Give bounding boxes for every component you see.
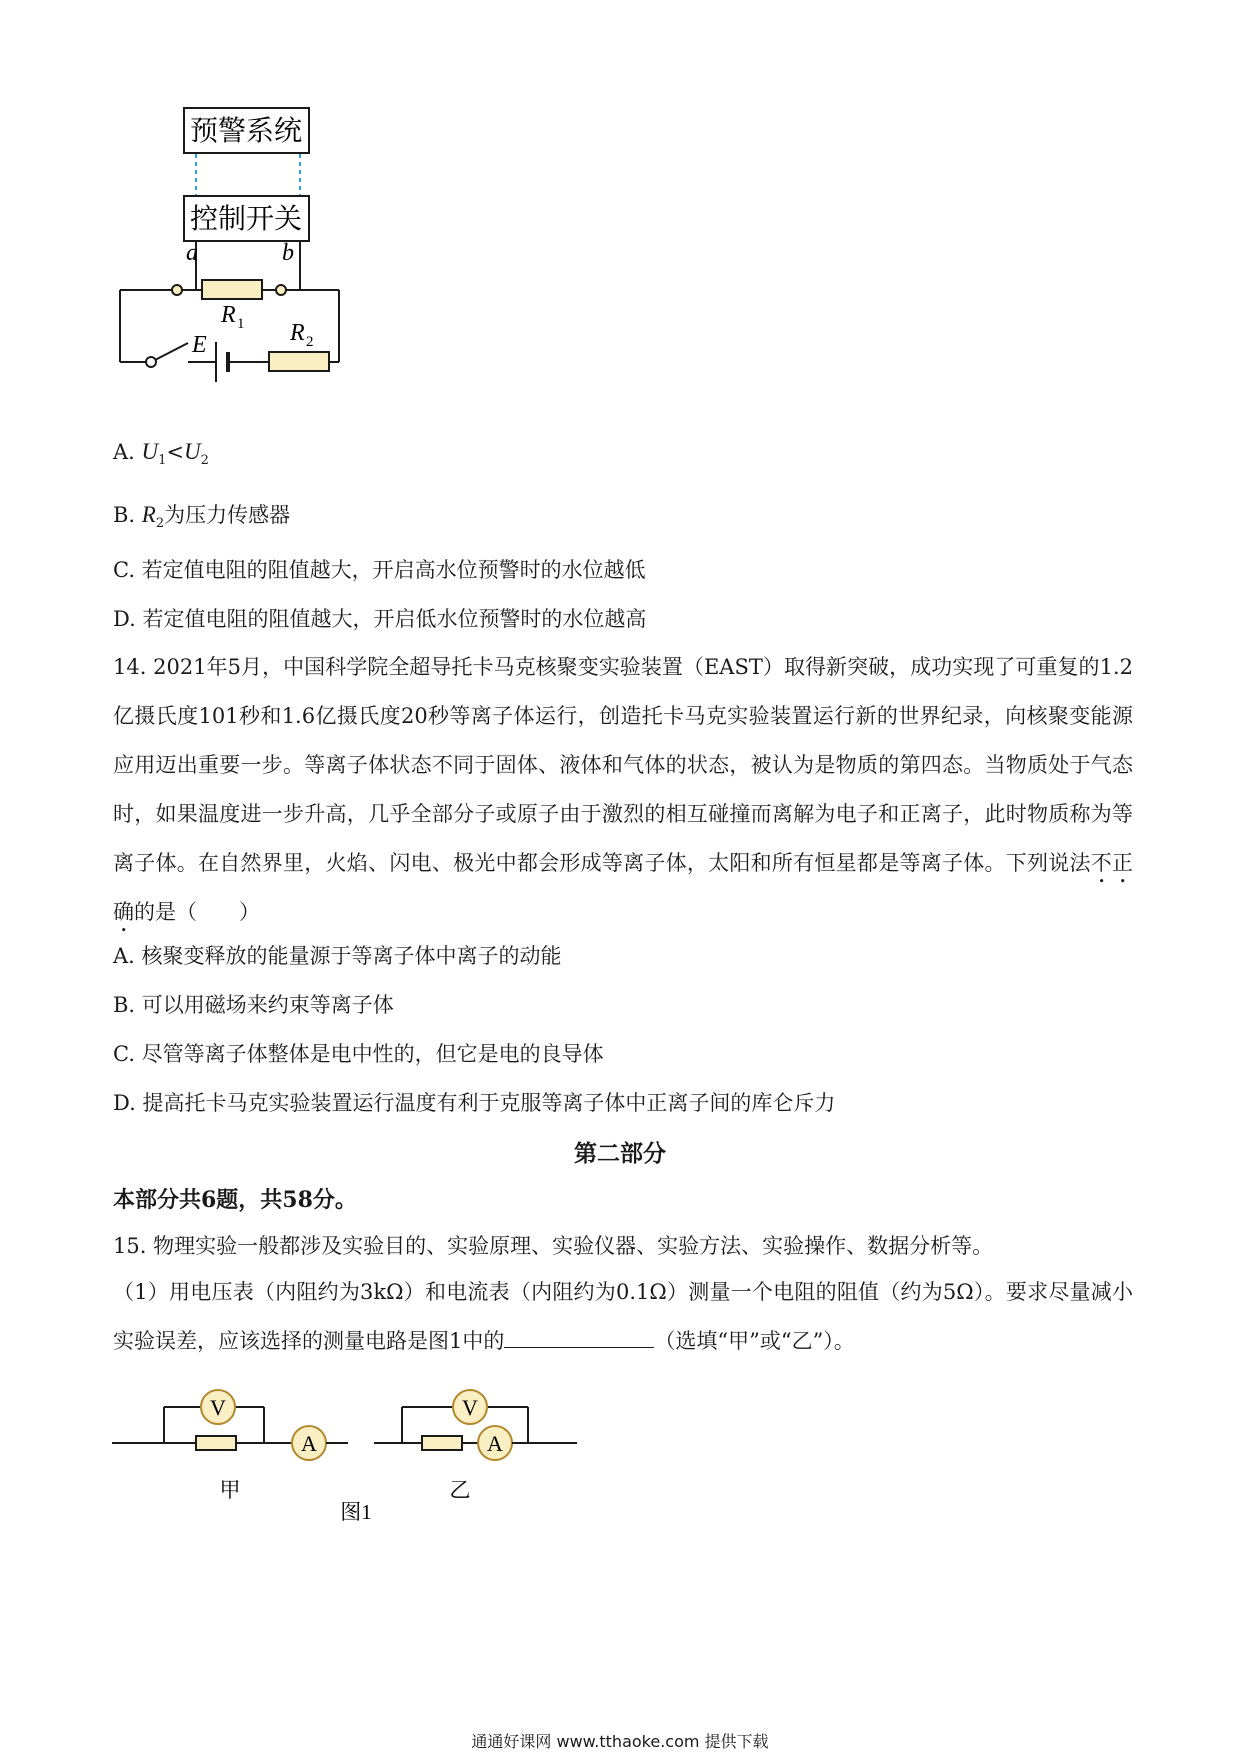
q13-option-d: D. 若定值电阻的阻值越大，开启低水位预警时的水位越高 [113,607,647,631]
q13-option-c: C. 若定值电阻的阻值越大，开启高水位预警时的水位越低 [113,558,646,582]
q14-stem: 14. 2021年5月，中国科学院全超导托卡马克核聚变实验装置（EAST）取得新突破，成功实现了可重复的1.2亿摄氏度101秒和1.6亿摄氏度20秒等离子体运行，创造托卡马克实验装置运行新的世界纪录，向核聚变能源应用迈出重要一步。等离子体状态不同于固体、液体和气体的状态，被认为是物质的第四态。当物质处于气态时，如果温度进一步升高，几乎全部分子或原子由于激烈的相互碰撞而离解为电子和正离子，此时物质称为等离子体。在自然界里，火焰、闪电、极光中都会形成等离子体，太阳和所有恒星都是等离子体。下列说法不正确的是（ ） [113,655,1134,924]
r1-label: R [221,302,236,328]
switch-blade [155,343,188,360]
terminal-b-label: b [282,240,294,266]
node-a [172,285,182,295]
jia-ammeter-label: A [301,1431,317,1456]
resistor-r2 [269,352,329,371]
q14-option-d: D. 提高托卡马克实验装置运行温度有利于克服等离子体中正离子间的库仑斥力 [113,1091,836,1115]
q13-option-a: A. $U_1<U_2$ [113,439,209,469]
yi-resistor [422,1436,462,1450]
footer-source: 通通好课网 www.tthaoke.com 提供下载 [471,1732,769,1751]
figure-1-circuits [112,1385,612,1525]
yi-voltmeter-label: V [462,1395,478,1420]
q14-option-a: A. 核聚变释放的能量源于等离子体中离子的动能 [113,944,562,968]
jia-voltmeter-label: V [210,1395,226,1420]
part-two-heading: 第二部分 [574,1140,666,1167]
r2-label-sub: 2 [306,334,314,350]
q15-stem: 15. 物理实验一般都涉及实验目的、实验原理、实验仪器、实验方法、实验操作、数据分析等。 [113,1234,994,1258]
q13-option-b: B. $R_2$为压力传感器 [113,502,291,532]
label-yi: 乙 [449,1478,471,1502]
resistor-r1 [202,280,262,299]
q15-sub1: （1）用电压表（内阻约为3kΩ）和电流表（内阻约为0.1Ω）测量一个电阻的阻值（约为5Ω）。要求尽量减小实验误差，应该选择的测量电路是图1中的 （选填“甲”或“乙”）。 [113,1280,1133,1353]
answer-blank[interactable] [504,1325,654,1348]
r2-label: R [290,320,305,346]
terminal-a-label: a [186,240,198,266]
control-switch-box: 控制开关 [189,204,303,235]
jia-resistor [196,1436,236,1450]
part-two-note: 本部分共6题，共58分。 [113,1187,357,1213]
figure-1-caption: 图1 [340,1500,372,1524]
q14-option-b: B. 可以用磁场来约束等离子体 [113,993,394,1017]
warning-system-box: 预警系统 [189,116,303,147]
q14-emphasis: 不正确 [113,851,1134,924]
node-b [276,285,286,295]
switch-pivot [146,357,156,367]
label-jia: 甲 [219,1478,241,1502]
yi-ammeter-label: A [487,1431,503,1456]
q14-option-c: C. 尽管等离子体整体是电中性的，但它是电的良导体 [113,1042,604,1066]
r1-label-sub: 1 [237,316,245,332]
battery-e-label: E [192,332,207,358]
warning-circuit-figure [110,100,410,410]
